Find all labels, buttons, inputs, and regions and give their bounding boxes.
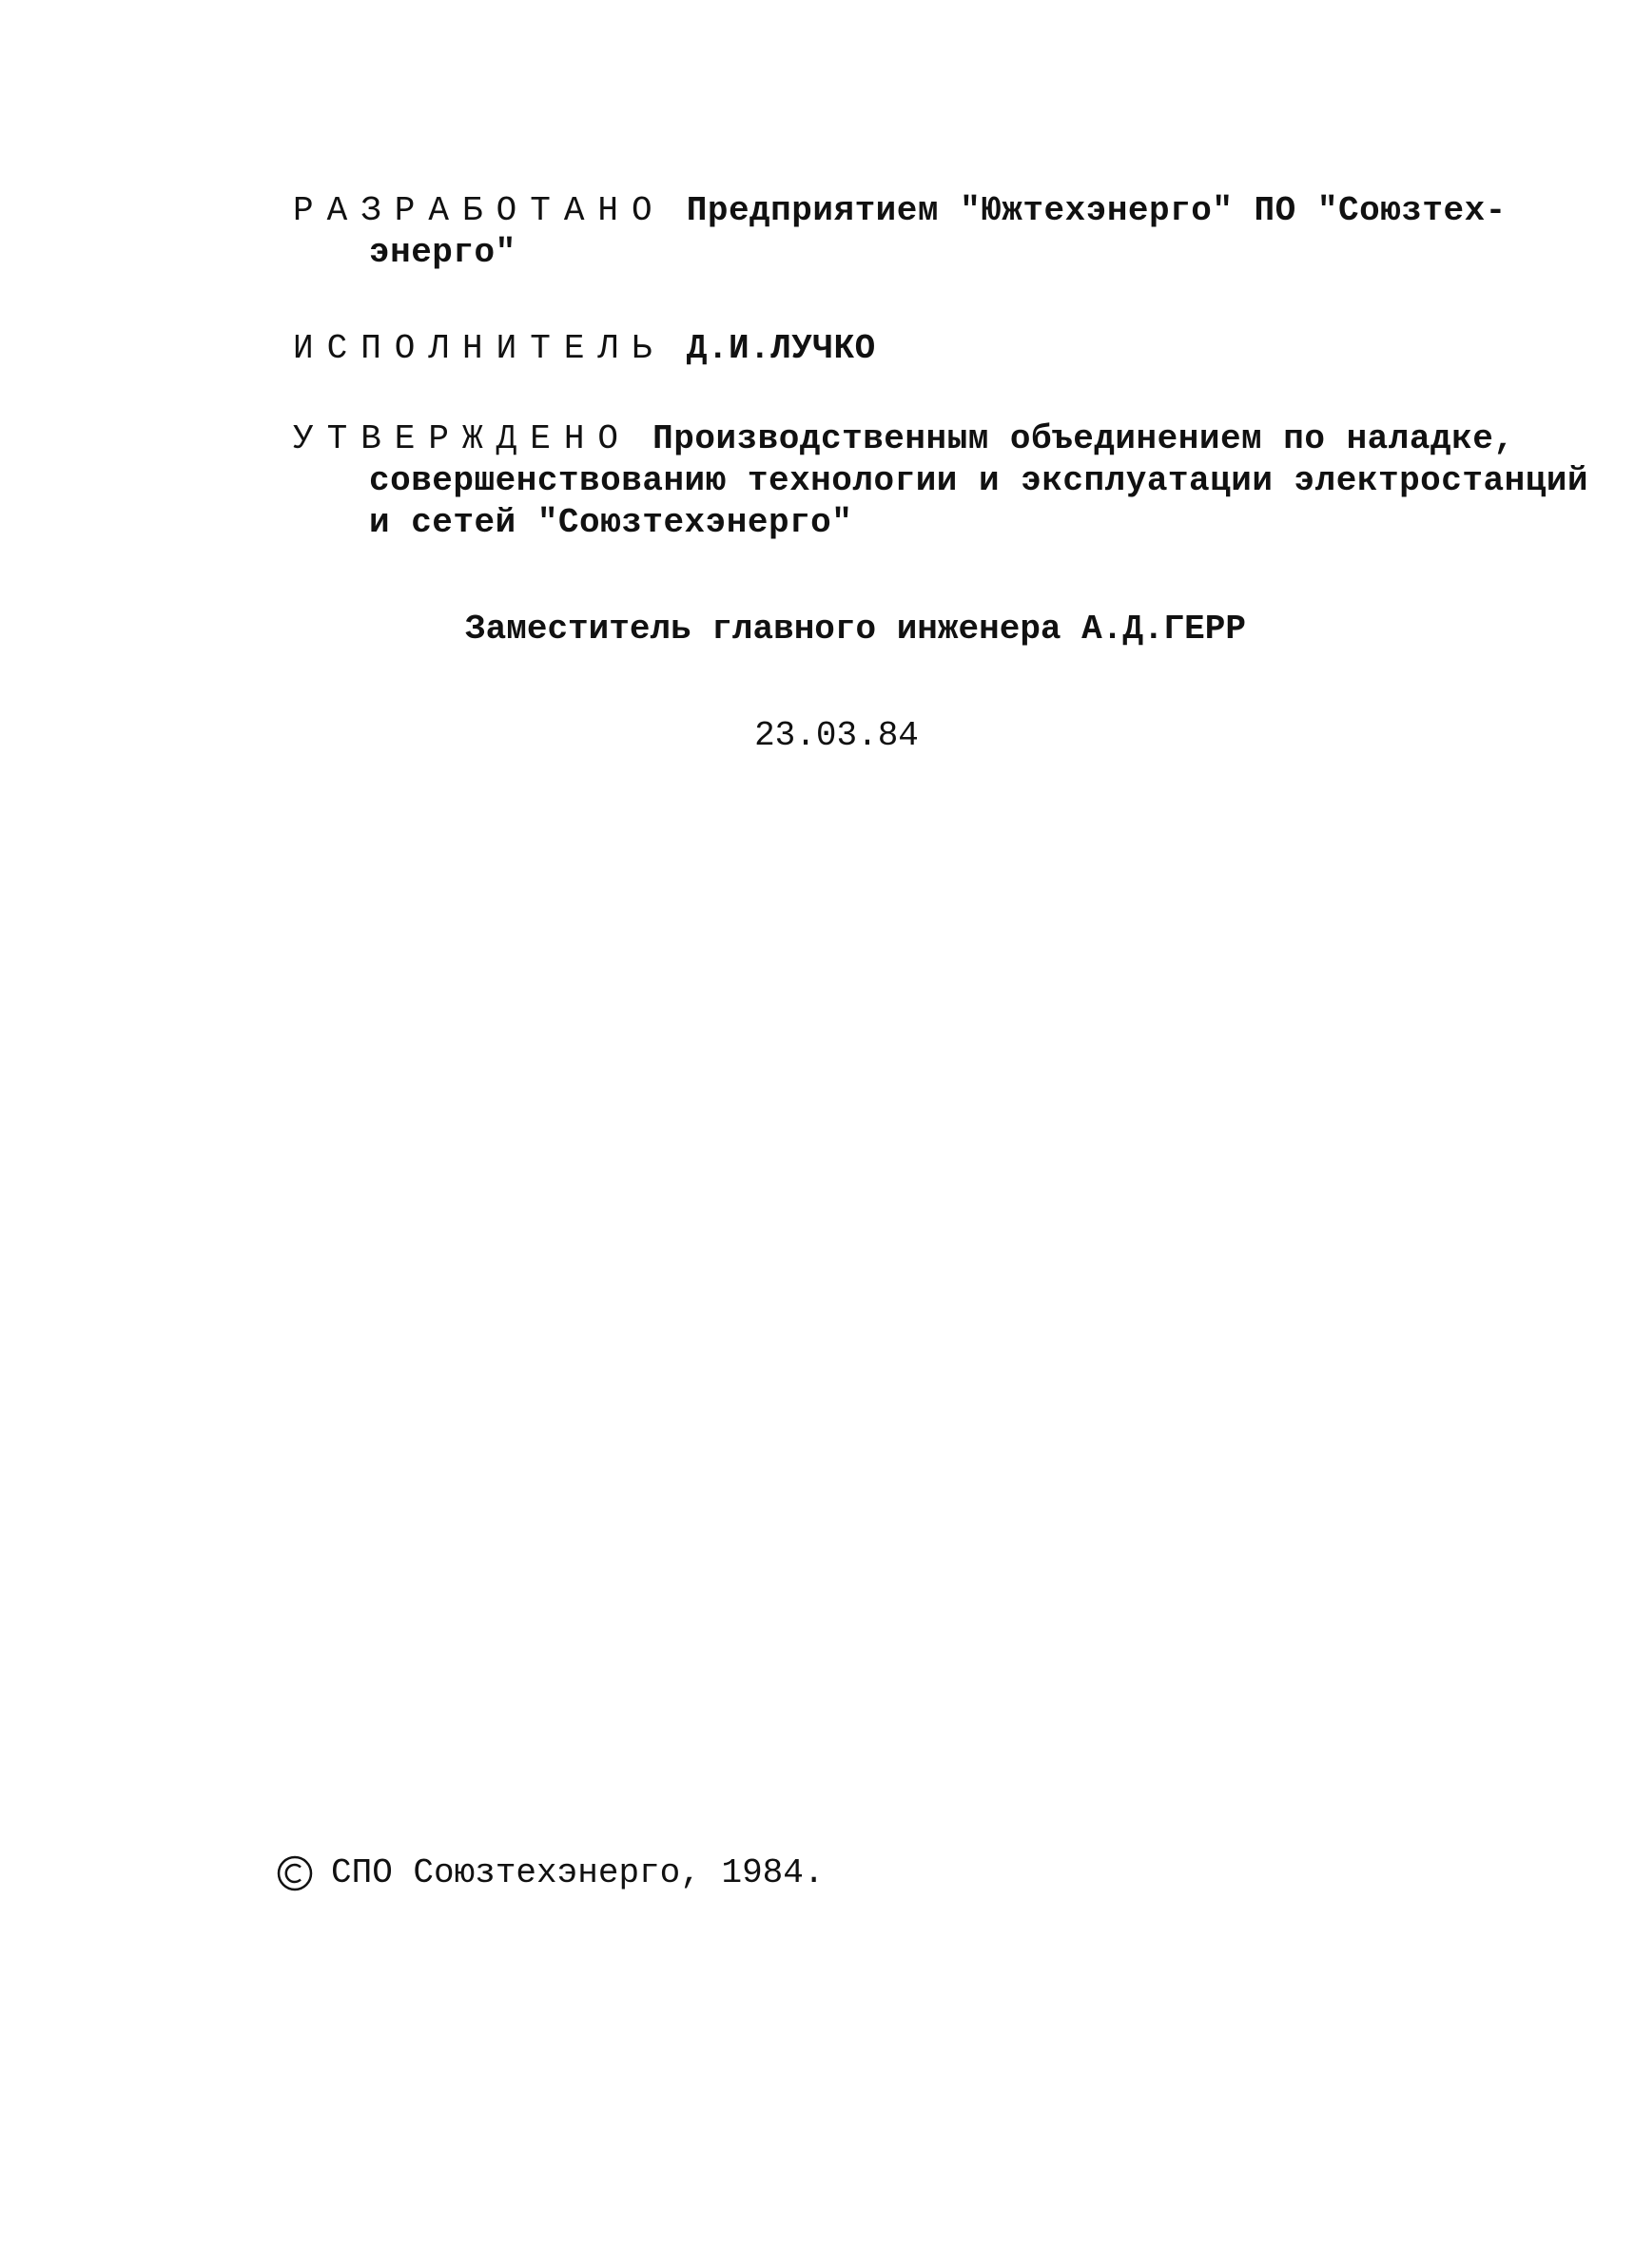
developed-text-2: энерго": [369, 233, 516, 272]
approved-text-1: Производственным объединением по наладке,: [652, 419, 1515, 458]
developed-text-1: Предприятием "Южтехэнерго" ПО "Союзтех-: [686, 191, 1507, 230]
approved-line-3: [293, 502, 1482, 544]
approved-line-2: [293, 460, 1589, 502]
developed-section: [293, 190, 1507, 274]
copyright-text: СПО Союзтехэнерго, 1984.: [331, 1853, 825, 1892]
approved-section: [293, 418, 1589, 544]
developed-label: РАЗРАБОТАНО: [293, 191, 666, 230]
executor-label: ИСПОЛНИТЕЛЬ: [293, 329, 666, 368]
approved-text-2: совершенствованию технологии и эксплуатации электростанций: [369, 461, 1589, 500]
executor-section: [293, 328, 1482, 370]
executor-line: [293, 328, 1482, 370]
developed-line-2: [293, 232, 1482, 274]
developed-line-1: [293, 190, 1507, 232]
copyright-line: [276, 1852, 824, 1894]
approved-text-3: и сетей "Союзтехэнерго": [369, 503, 853, 542]
approval-date: 23.03.84: [754, 716, 919, 755]
approved-line-1: [293, 418, 1515, 460]
approved-label: УТВЕРЖДЕНО: [293, 419, 633, 458]
signatory-line: Заместитель главного инженера А.Д.ГЕРР: [465, 610, 1246, 649]
executor-name: Д.И.ЛУЧКО: [686, 329, 876, 368]
copyright-icon: [276, 1854, 314, 1892]
